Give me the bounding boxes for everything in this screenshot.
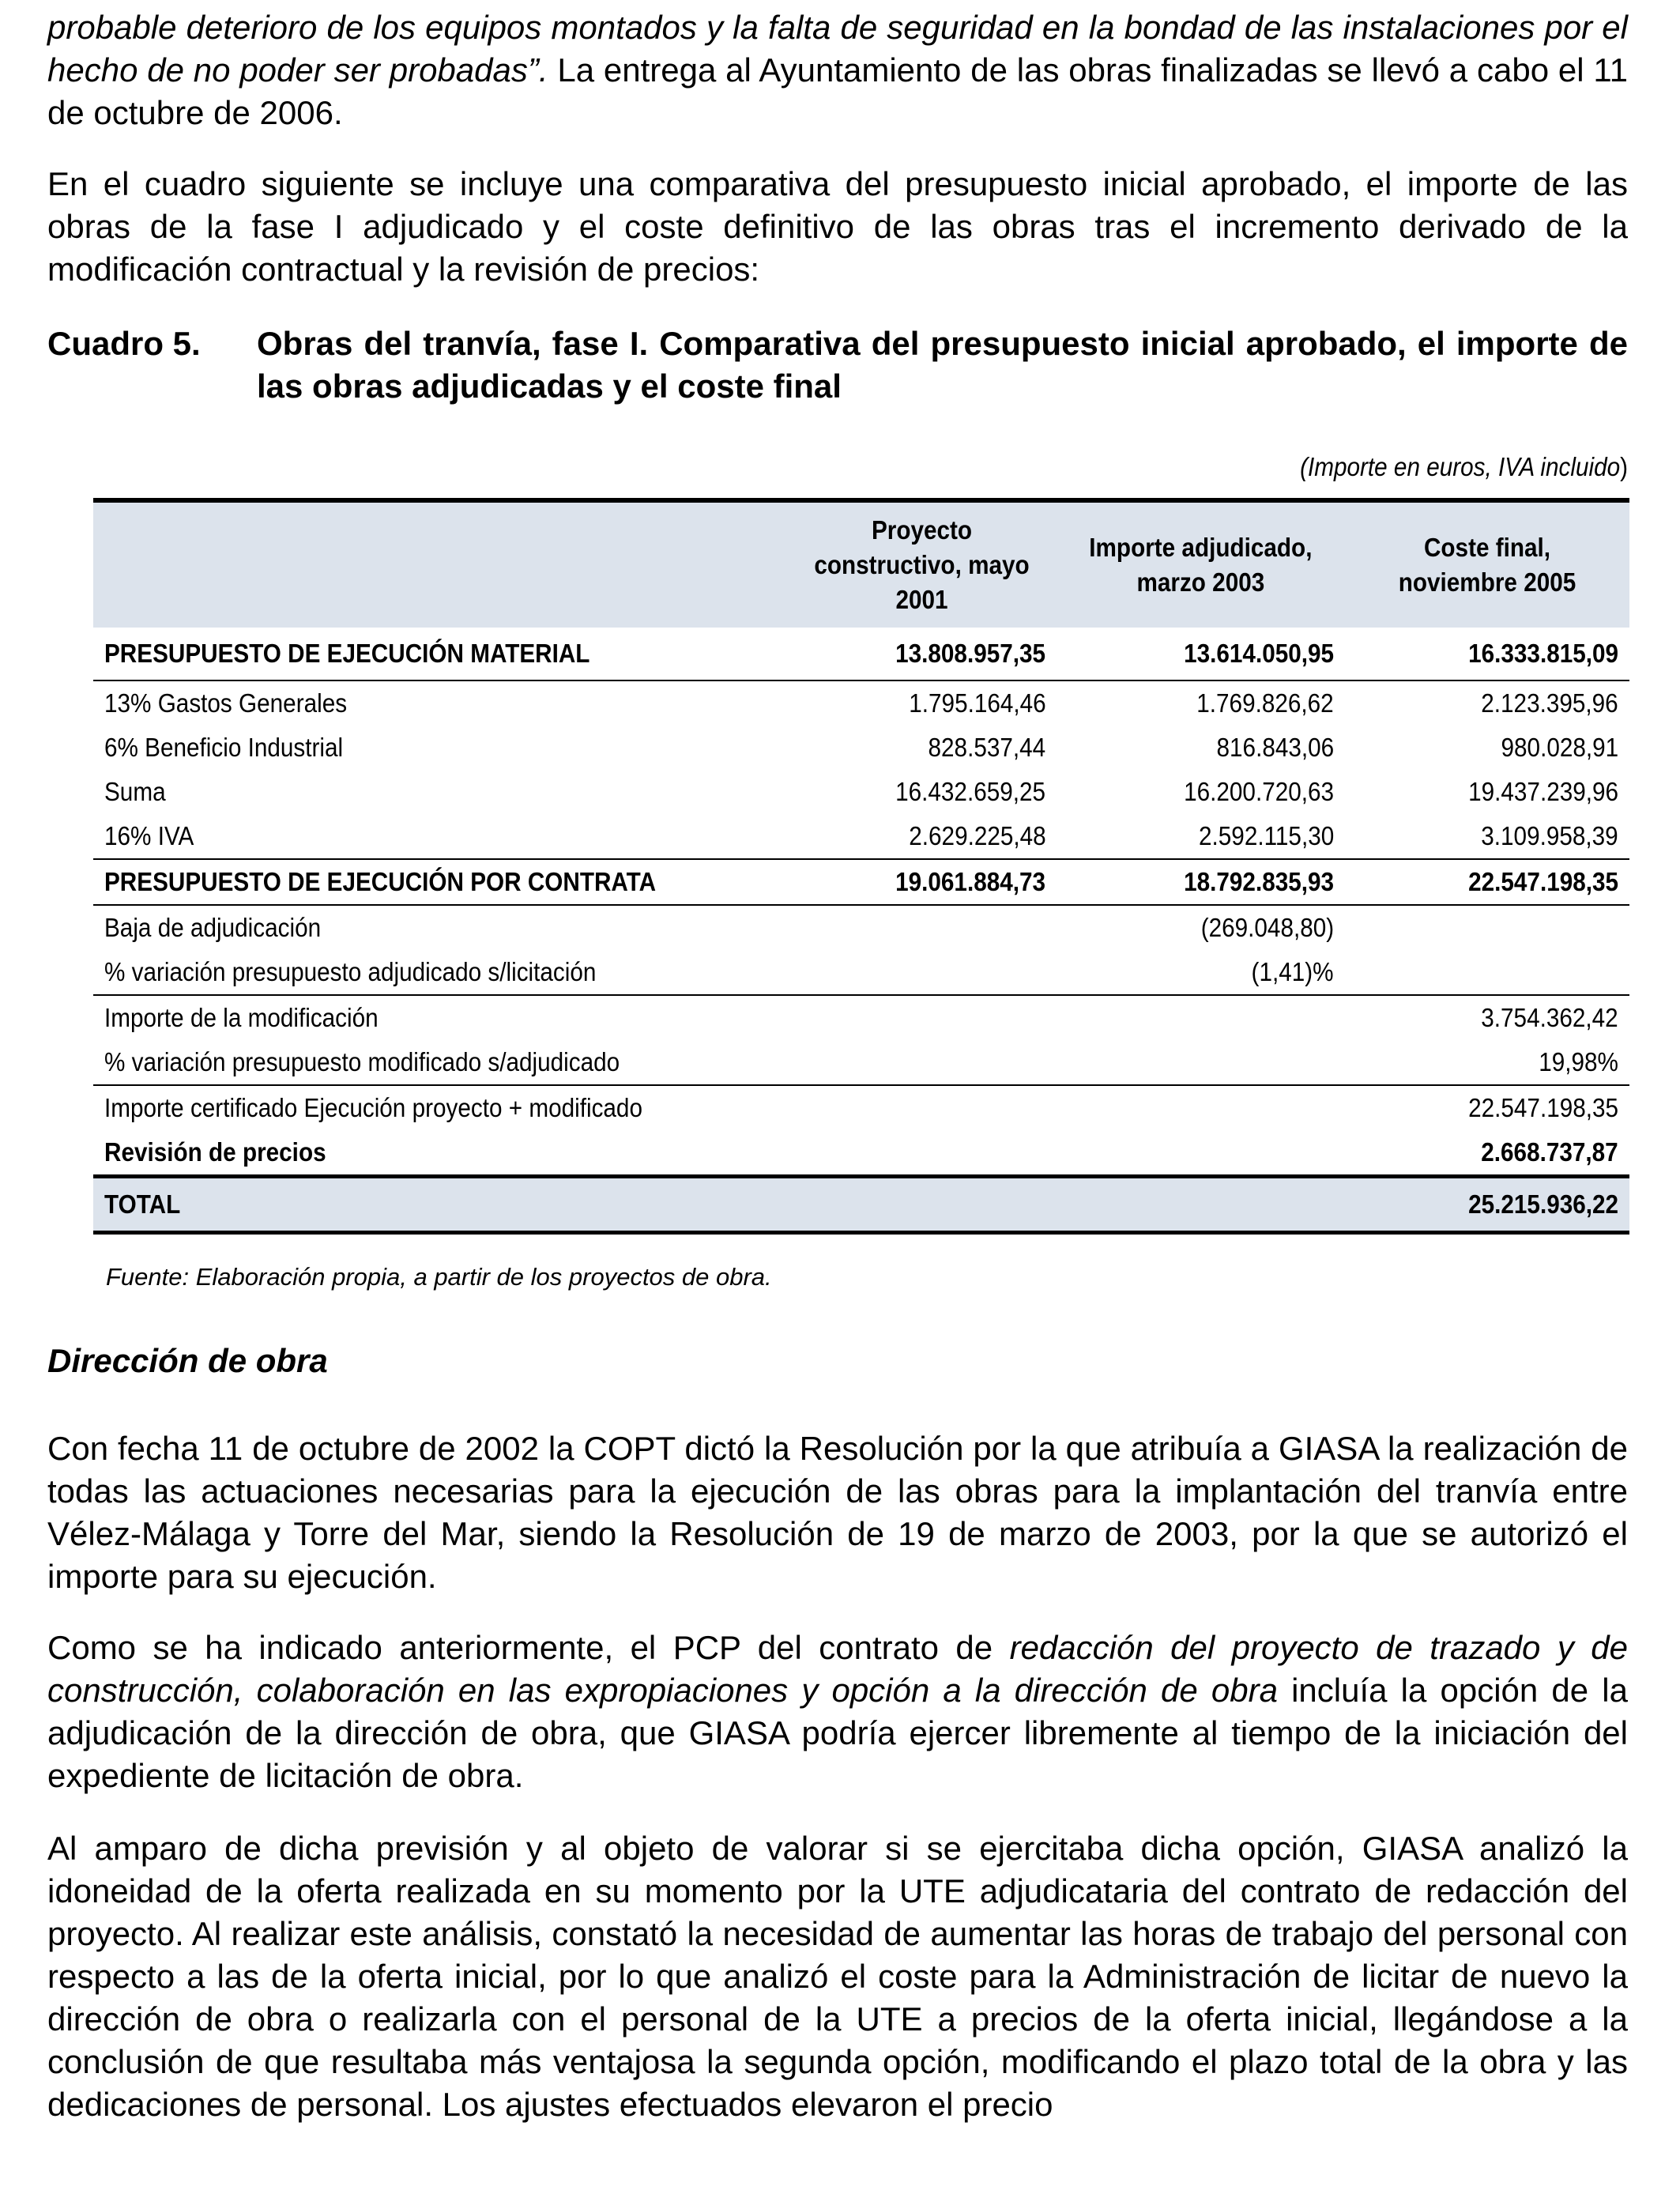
cell-value-text: 22.547.198,35 (1468, 1093, 1618, 1122)
table-row (93, 950, 1629, 995)
header-cell-adjudicado (1057, 500, 1345, 628)
paragraph-3: Con fecha 11 de octubre de 2002 la COPT dictó la Resolución por la que atribuía a GIASA la realización de todas las actuaciones necesarias para la ejecución de las obras para la implantación del tranvía entre Vélez-Málaga y Torre del Mar, siendo la Resolución de 19 de marzo de 2003, por la que se autorizó el importe para su ejecución. (47, 1430, 1628, 1595)
row-label (93, 628, 787, 680)
table-row (93, 995, 1629, 1040)
cell-value-text: 828.537,44 (928, 733, 1046, 762)
cell-value-text: 18.792.835,93 (1184, 867, 1334, 896)
cell-value (787, 905, 1057, 950)
row-label-text: Revisión de precios (104, 1137, 326, 1167)
cell-value-text: 2.668.737,87 (1481, 1137, 1618, 1167)
row-label (93, 905, 787, 950)
header-cell-proyecto (787, 500, 1057, 628)
cell-value (1345, 770, 1629, 814)
cell-value (1345, 1130, 1629, 1177)
cell-value-text: 2.123.395,96 (1481, 688, 1618, 718)
cell-value-text: 980.028,91 (1501, 733, 1618, 762)
table-row (93, 726, 1629, 770)
row-label-text: Importe de la modificación (104, 1003, 379, 1032)
cell-value (1057, 814, 1345, 859)
cell-value (787, 1085, 1057, 1130)
header-coste-text: Coste final, noviembre 2005 (1398, 533, 1576, 597)
header-adjudicado-text: Importe adjudicado, marzo 2003 (1089, 533, 1313, 597)
cell-value (1057, 1130, 1345, 1177)
cell-value (787, 950, 1057, 995)
table-units-note (1300, 452, 1628, 482)
table-total-row (93, 1177, 1629, 1233)
section-subheading: Dirección de obra (47, 1342, 328, 1379)
cell-value-text: 25.215.936,22 (1468, 1189, 1618, 1219)
cell-value-text: 16.200.720,63 (1184, 777, 1334, 806)
row-label (93, 814, 787, 859)
cell-value (787, 1130, 1057, 1177)
cell-value (1345, 995, 1629, 1040)
cell-value (1345, 726, 1629, 770)
cell-value (1057, 905, 1345, 950)
row-label (93, 680, 787, 726)
paragraph-5: Al amparo de dicha previsión y al objeto de valorar si se ejercitaba dicha opción, GIASA analizó la idoneidad de la oferta realizada en su momento por la UTE adjudicataria del contrato de redacción del proyecto. Al realizar este análisis, constató la necesidad de aumentar las horas de trabajo del personal con respecto a las de la oferta inicial, por lo que analizó el coste para la Administración de licitar de nuevo la dirección de obra o realizarla con el personal de la UTE a precios de la oferta inicial, llegándose a la conclusión de que resultaba más ventajosa la segunda opción, modificando el plazo total de la obra y las dedicaciones de personal. Los ajustes efectuados elevaron el precio (47, 1830, 1628, 2123)
table-row (93, 859, 1629, 905)
cell-value (787, 1177, 1057, 1233)
cell-value-text: 16.333.815,09 (1468, 639, 1618, 668)
row-label (93, 859, 787, 905)
table-row (93, 628, 1629, 680)
cell-value-text: 1.795.164,46 (908, 688, 1046, 718)
row-label (93, 1130, 787, 1177)
table-row (93, 680, 1629, 726)
cell-value (1057, 859, 1345, 905)
cell-value (1057, 1085, 1345, 1130)
cell-value (787, 995, 1057, 1040)
cell-value (1345, 1085, 1629, 1130)
row-label-text: Importe certificado Ejecución proyecto + modificado (104, 1093, 642, 1122)
cell-value (787, 1040, 1057, 1085)
cell-value (1345, 628, 1629, 680)
header-cell-coste-final (1345, 500, 1629, 628)
row-label-text: % variación presupuesto modificado s/adjudicado (104, 1047, 620, 1076)
header-proyecto-text: Proyecto constructivo, mayo 2001 (814, 515, 1030, 614)
paragraph-1-text: La entrega al Ayuntamiento de las obras finalizadas se llevó a cabo el 11 de octubre de 2006. (47, 51, 1628, 131)
paragraph-4 (47, 1627, 1628, 1797)
row-label (93, 1177, 787, 1233)
units-text: (Importe en euros, IVA incluido (1300, 452, 1621, 481)
row-label-text: 13% Gastos Generales (104, 688, 348, 718)
cell-value (1057, 680, 1345, 726)
row-label (93, 1085, 787, 1130)
row-label (93, 995, 787, 1040)
cell-value-text: 3.109.958,39 (1481, 821, 1618, 850)
paragraph-2: En el cuadro siguiente se incluye una comparativa del presupuesto inicial aprobado, el importe de las obras de la fase I adjudicado y el coste definitivo de las obras tras el incremento derivado de la modificación contractual y la revisión de precios: (47, 165, 1628, 288)
table-row (93, 814, 1629, 859)
table-row (93, 770, 1629, 814)
row-label-text: Suma (104, 777, 166, 806)
row-label (93, 726, 787, 770)
row-label-text: PRESUPUESTO DE EJECUCIÓN POR CONTRATA (104, 867, 657, 896)
row-label (93, 770, 787, 814)
row-label-text: PRESUPUESTO DE EJECUCIÓN MATERIAL (104, 639, 590, 668)
row-label-text: 6% Beneficio Industrial (104, 733, 344, 762)
cell-value-text: 19,98% (1539, 1047, 1618, 1076)
table-row (93, 905, 1629, 950)
table-header-row (93, 500, 1629, 628)
table-row (93, 1085, 1629, 1130)
cell-value (787, 628, 1057, 680)
cell-value-text: 19.437.239,96 (1468, 777, 1618, 806)
cell-value (1057, 770, 1345, 814)
row-label-text: % variación presupuesto adjudicado s/licitación (104, 957, 597, 986)
cell-value-text: (1,41)% (1251, 957, 1334, 986)
cell-value (787, 814, 1057, 859)
paragraph-4-text-start: Como se ha indicado anteriormente, el PCP del contrato de (47, 1629, 1010, 1666)
cell-value (1057, 1177, 1345, 1233)
header-cell-label (93, 500, 787, 628)
table-source-note: Fuente: Elaboración propia, a partir de los proyectos de obra. (106, 1263, 772, 1291)
cell-value (1345, 950, 1629, 995)
paragraph-1 (47, 6, 1628, 134)
cell-value (787, 726, 1057, 770)
cell-value-text: 3.754.362,42 (1481, 1003, 1618, 1032)
cell-value (1345, 859, 1629, 905)
cell-value-text: 13.808.957,35 (895, 639, 1046, 668)
cell-value-text: 16.432.659,25 (895, 777, 1046, 806)
cell-value (1057, 1040, 1345, 1085)
paragraph-4-contract-title: redacción del proyecto de trazado y de construcción, colaboración en las expropiaciones y opción a la dirección de obra (47, 1629, 1628, 1709)
cell-value (787, 859, 1057, 905)
table-row (93, 1040, 1629, 1085)
cell-value (787, 770, 1057, 814)
cell-value-text: 2.592.115,30 (1198, 821, 1334, 850)
table-row (93, 1130, 1629, 1177)
cell-value (1345, 1040, 1629, 1085)
row-label (93, 950, 787, 995)
cell-value (1057, 950, 1345, 995)
cell-value-text: (269.048,80) (1200, 913, 1334, 942)
row-label-text: Baja de adjudicación (104, 913, 322, 942)
cell-value-text: 816.843,06 (1216, 733, 1334, 762)
cell-value (1057, 726, 1345, 770)
cell-value (1057, 628, 1345, 680)
cell-value (1345, 814, 1629, 859)
paragraph-4-text-end: incluía la opción de la adjudicación de la dirección de obra, que GIASA podría ejercer libremente al tiempo de la iniciación del expediente de licitación de obra. (47, 1672, 1628, 1794)
comparison-table (93, 498, 1629, 1235)
cell-value (1345, 680, 1629, 726)
cell-value-text: 19.061.884,73 (895, 867, 1046, 896)
cell-value-text: 13.614.050,95 (1184, 639, 1334, 668)
units-close: ) (1620, 452, 1628, 481)
paragraph-1-quote: probable deterioro de los equipos montados y la falta de seguridad en la bondad de las instalaciones por el hecho de no poder ser probadas”. (47, 9, 1628, 89)
table-caption-text: Obras del tranvía, fase I. Comparativa del presupuesto inicial aprobado, el importe de las obras adjudicadas y el coste final (257, 325, 1628, 405)
table-caption-number: Cuadro 5. (47, 325, 201, 362)
cell-value-text: 1.769.826,62 (1196, 688, 1334, 718)
row-label (93, 1040, 787, 1085)
row-label-text: 16% IVA (104, 821, 194, 850)
cell-value (787, 680, 1057, 726)
cell-value (1057, 995, 1345, 1040)
cell-value-text: 2.629.225,48 (908, 821, 1046, 850)
cell-value (1345, 1177, 1629, 1233)
row-label-text: TOTAL (104, 1189, 181, 1219)
cell-value-text: 22.547.198,35 (1468, 867, 1618, 896)
cell-value (1345, 905, 1629, 950)
